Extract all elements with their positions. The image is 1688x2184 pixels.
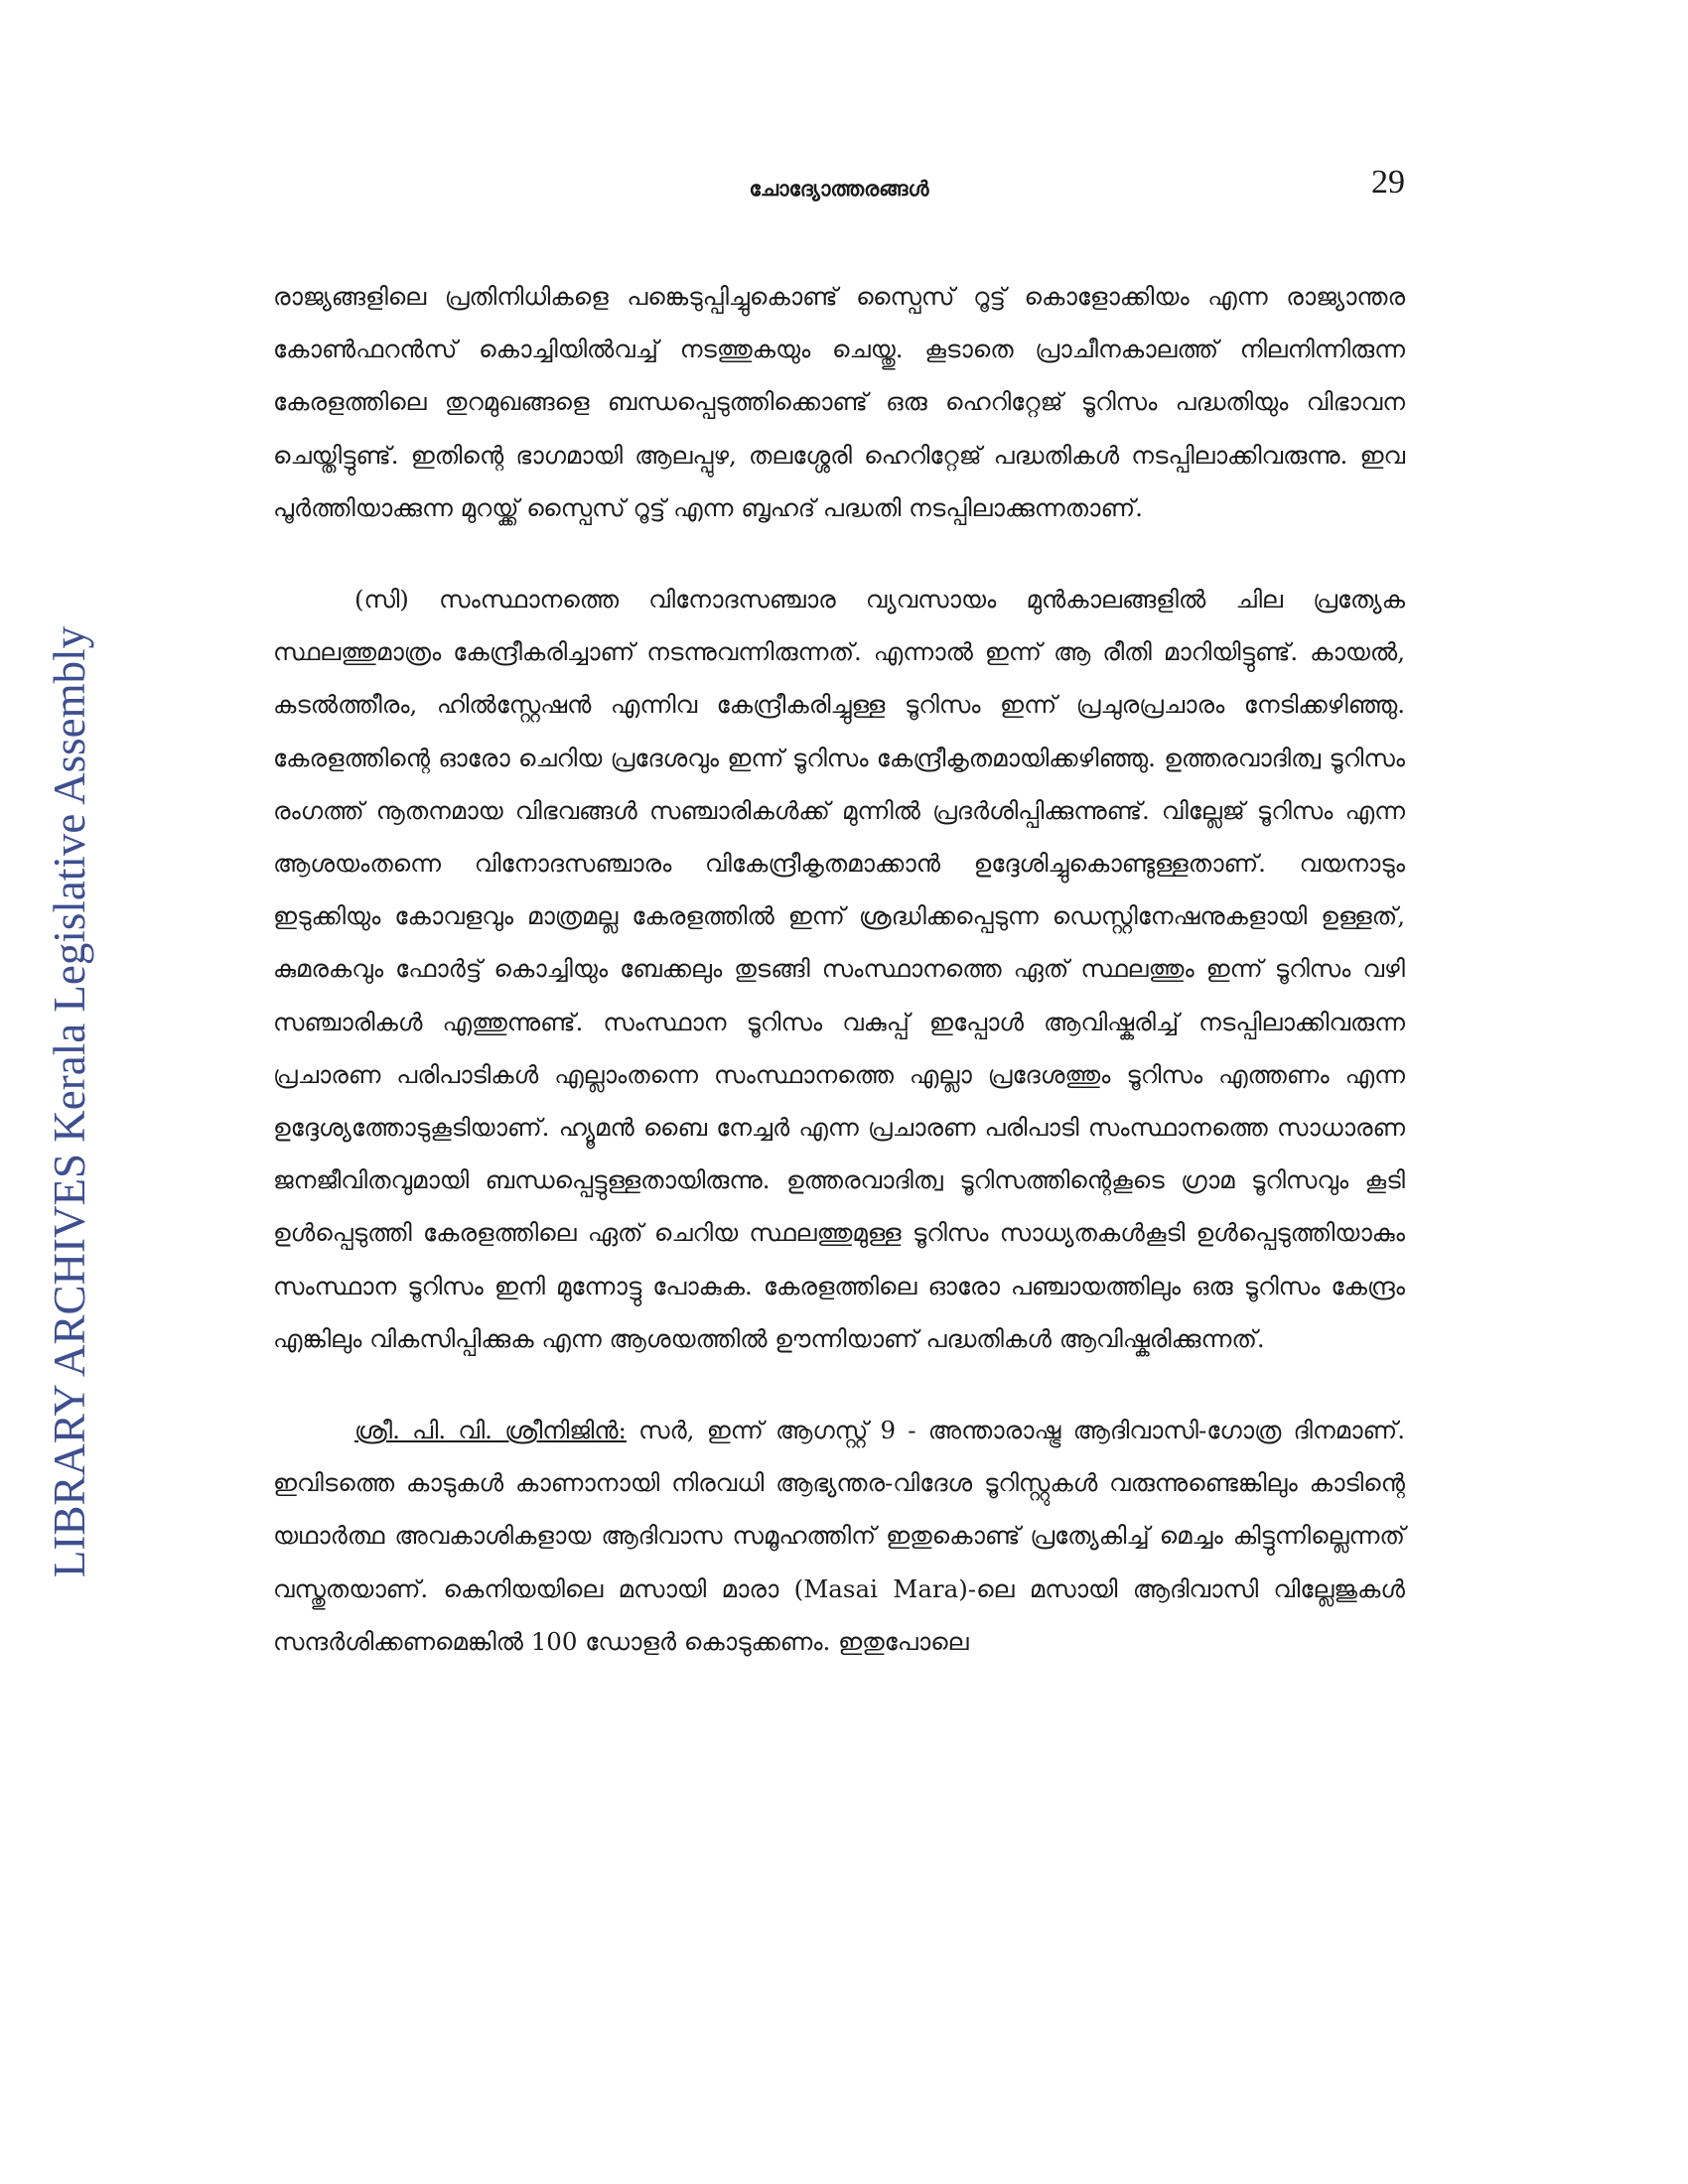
- paragraph-question: [273, 1404, 1405, 1668]
- speaker-name: ശ്രീ. പി. വി. ശ്രീനിജിൻ:: [354, 1416, 627, 1445]
- paragraph-continuation: രാജ്യങ്ങളിലെ പ്രതിനിധികളെ പങ്കെടുപ്പിച്ചുകൊണ്ട് സ്പൈസ് റൂട്ട് കൊളോക്കിയം എന്ന രാജ്യാന്തര കോൺഫറൻസ് കൊച്ചിയിൽവച്ച് നടത്തുകയും ചെയ്തു. കൂടാതെ പ്രാചീനകാലത്ത് നിലനിന്നിരുന്ന കേരളത്തിലെ തുറമുഖങ്ങളെ ബന്ധപ്പെടുത്തിക്കൊണ്ട് ഒരു ഹെറിറ്റേജ് ടൂറിസം പദ്ധതിയും വിഭാവന ചെയ്തിട്ടുണ്ട്. ഇതിന്റെ ഭാഗമായി ആലപ്പുഴ, തലശ്ശേരി ഹെറിറ്റേജ് പദ്ധതികൾ നടപ്പിലാക്കിവരുന്നു. ഇവ പൂർത്തിയാക്കുന്ന മുറയ്ക്ക് സ്പൈസ് റൂട്ട് എന്ന ബൃഹദ് പദ്ധതി നടപ്പിലാക്കുന്നതാണ്.: [273, 282, 1405, 522]
- question-text: സർ, ഇന്ന് ആഗസ്റ്റ് 9 - അന്താരാഷ്ട്ര ആദിവാസി-ഗോത്ര ദിനമാണ്. ഇവിടത്തെ കാടുകൾ കാണാനായി നിരവധി ആഭ്യന്തര-വിദേശ ടൂറിസ്റ്റുകൾ വരുന്നുണ്ടെങ്കിലും കാടിന്റെ യഥാർത്ഥ അവകാശികളായ ആദിവാസ സമൂഹത്തിന് ഇതുകൊണ്ട് പ്രത്യേകിച്ച് മെച്ചം കിട്ടുന്നില്ലെന്നത് വസ്തുതയാണ്. കെനിയയിലെ മസായി മാരാ (Masai Mara)-ലെ മസായി ആദിവാസി വില്ലേജുകൾ സന്ദർശിക്കണമെങ്കിൽ 100 ഡോളർ കൊടുക്കണം. ഇതുപോലെ: [273, 1416, 1405, 1656]
- body-text: [273, 270, 1405, 1706]
- page-number: 29: [1371, 164, 1405, 201]
- archive-watermark: LIBRARY ARCHIVES Kerala Legislative Assembly: [45, 625, 94, 1578]
- running-title: ചോദ്യോത്തരങ്ങൾ: [749, 176, 929, 201]
- page-header: [273, 164, 1405, 213]
- paragraph-answer-c: (സി) സംസ്ഥാനത്തെ വിനോദസഞ്ചാര വ്യവസായം മുൻകാലങ്ങളിൽ ചില പ്രത്യേക സ്ഥലത്തുമാത്രം കേന്ദ്രീകരിച്ചാണ് നടന്നുവന്നിരുന്നത്. എന്നാൽ ഇന്ന് ആ രീതി മാറിയിട്ടുണ്ട്. കായൽ, കടൽത്തീരം, ഹിൽസ്റ്റേഷൻ എന്നിവ കേന്ദ്രീകരിച്ചുള്ള ടൂറിസം ഇന്ന് പ്രചുരപ്രചാരം നേടിക്കഴിഞ്ഞു. കേരളത്തിന്റെ ഓരോ ചെറിയ പ്രദേശവും ഇന്ന് ടൂറിസം കേന്ദ്രീകൃതമായിക്കഴിഞ്ഞു. ഉത്തരവാദിത്വ ടൂറിസം രംഗത്ത് നൂതനമായ വിഭവങ്ങൾ സഞ്ചാരികൾക്ക് മുന്നിൽ പ്രദർശിപ്പിക്കുന്നുണ്ട്. വില്ലേജ് ടൂറിസം എന്ന ആശയംതന്നെ വിനോദസഞ്ചാരം വികേന്ദ്രീകൃതമാക്കാൻ ഉദ്ദേശിച്ചുകൊണ്ടുള്ളതാണ്. വയനാടും ഇടുക്കിയും കോവളവും മാത്രമല്ല കേരളത്തിൽ ഇന്ന് ശ്രദ്ധിക്കപ്പെടുന്ന ഡെസ്റ്റിനേഷനുകളായി ഉള്ളത്, കുമരകവും ഫോർട്ട് കൊച്ചിയും ബേക്കലും തുടങ്ങി സംസ്ഥാനത്തെ ഏത് സ്ഥലത്തും ഇന്ന് ടൂറിസം വഴി സഞ്ചാരികൾ എത്തുന്നുണ്ട്. സംസ്ഥാന ടൂറിസം വകുപ്പ് ഇപ്പോൾ ആവിഷ്കരിച്ച് നടപ്പിലാക്കിവരുന്ന പ്രചാരണ പരിപാടികൾ എല്ലാംതന്നെ സംസ്ഥാനത്തെ എല്ലാ പ്രദേശത്തും ടൂറിസം എത്തണം എന്ന ഉദ്ദേശ്യത്തോടുകൂടിയാണ്. ഹ്യൂമൻ ബൈ നേച്ചർ എന്ന പ്രചാരണ പരിപാടി സംസ്ഥാനത്തെ സാധാരണ ജനജീവിതവുമായി ബന്ധപ്പെട്ടുള്ളതായിരുന്നു. ഉത്തരവാദിത്വ ടൂറിസത്തിന്റെകൂടെ ഗ്രാമ ടൂറിസവും കൂടി ഉൾപ്പെടുത്തി കേരളത്തിലെ ഏത് ചെറിയ സ്ഥലത്തുമുള്ള ടൂറിസം സാധ്യതകൾകൂടി ഉൾപ്പെടുത്തിയാകും സംസ്ഥാന ടൂറിസം ഇനി മുന്നോട്ടു പോകുക. കേരളത്തിലെ ഓരോ പഞ്ചായത്തിലും ഒരു ടൂറിസം കേന്ദ്രം എങ്കിലും വികസിപ്പിക്കുക എന്ന ആശയത്തിൽ ഊന്നിയാണ് പദ്ധതികൾ ആവിഷ്കരിക്കുന്നത്.: [273, 585, 1405, 1353]
